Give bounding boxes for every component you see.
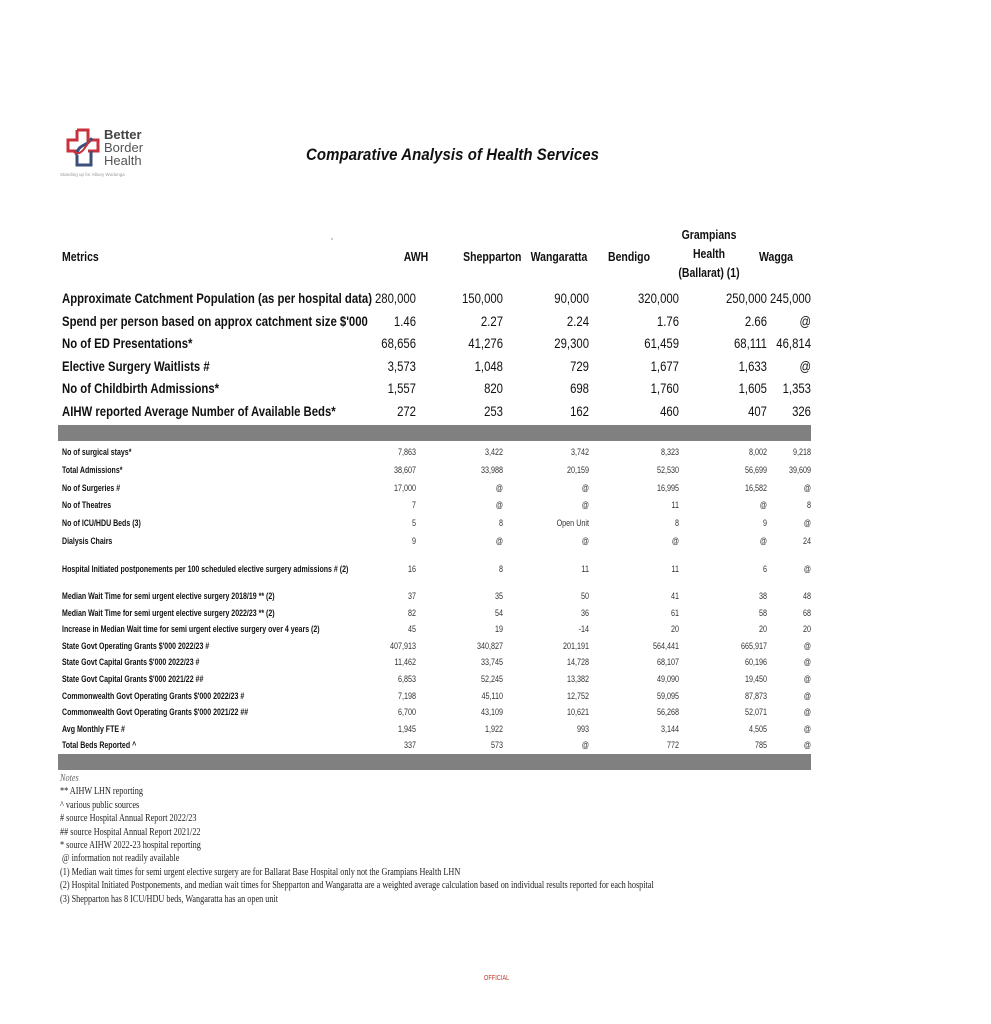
cell-value: -14 (578, 624, 589, 635)
cell-value: @ (581, 535, 589, 546)
cell-value: 45 (407, 624, 416, 635)
row-label: Avg Monthly FTE # (62, 723, 125, 734)
table-row (58, 638, 811, 655)
cell-value: 1,605 (738, 381, 767, 396)
cell-value: 49,090 (656, 673, 679, 684)
row-label: Approximate Catchment Population (as per hospital data) (62, 291, 373, 306)
note-item: ** AIHW LHN reporting (60, 786, 143, 798)
row-label: No of ED Presentations* (62, 336, 193, 351)
cell-value: @ (803, 723, 811, 734)
table-row (58, 561, 811, 579)
cell-value: 320,000 (637, 291, 679, 306)
note-item: * source AIHW 2022-23 hospital reporting (60, 840, 201, 852)
classification-label: OFFICIAL (484, 975, 510, 982)
table-row (58, 444, 811, 462)
notes-heading: Notes (60, 773, 79, 784)
cell-value: 36 (580, 607, 589, 618)
cell-value: 50 (580, 591, 589, 601)
cell-value: 13,382 (566, 673, 589, 684)
cell-value: 17,000 (393, 482, 416, 493)
cell-value: 564,441 (652, 640, 679, 651)
cell-value: 33,988 (480, 464, 503, 475)
table-row (58, 704, 811, 721)
table-header (58, 222, 811, 282)
cell-value: 340,827 (476, 640, 503, 651)
cell-value: 2.24 (566, 313, 589, 329)
table-row (58, 379, 811, 402)
cell-value: 1,760 (650, 381, 679, 396)
cell-value: 573 (490, 740, 503, 751)
note-item: (3) Shepparton has 8 ICU/HDU beds, Wangaratta has an open unit (60, 893, 279, 905)
cell-value: 16 (407, 564, 416, 574)
cell-value: 729 (570, 358, 589, 374)
cell-value: 19 (494, 624, 503, 635)
cell-value: 56,699 (744, 464, 767, 475)
cell-value: @ (581, 740, 589, 751)
cell-value: 20 (758, 624, 767, 635)
cell-value: 253 (484, 403, 503, 419)
cell-value: 24 (802, 535, 811, 546)
cell-value: 1,048 (474, 358, 503, 374)
cell-value: 3,144 (660, 723, 679, 734)
cell-value: @ (581, 482, 589, 493)
cell-value: 39,609 (788, 464, 811, 475)
cell-value: 2.27 (480, 313, 503, 329)
cell-value: 8 (674, 518, 679, 529)
row-label: No of surgical stays* (62, 447, 132, 457)
cell-value: 8 (498, 518, 503, 529)
cell-value: 8 (806, 500, 811, 511)
note-item: (1) Median wait times for semi urgent elective surgery are for Ballarat Base Hospital only not the Grampians Health LHN (60, 866, 461, 878)
cell-value: 45,110 (481, 690, 503, 701)
section-divider-band (58, 425, 811, 441)
cell-value: @ (759, 500, 767, 511)
logo-line-1: Better (104, 127, 142, 142)
logo-line-2: Border (104, 140, 144, 155)
cell-value: 1,633 (738, 358, 767, 374)
cell-value: 201,191 (562, 640, 589, 651)
cell-value: @ (803, 740, 811, 751)
row-label: No of Childbirth Admissions* (62, 381, 220, 396)
cell-value: 407,913 (389, 640, 416, 651)
row-label: Spend per person based on approx catchment size $'000 (62, 313, 368, 329)
row-label: Hospital Initiated postponements per 100 scheduled elective surgery admissions # (2) (62, 564, 349, 574)
table-row (58, 357, 811, 380)
table-row (58, 621, 811, 638)
cell-value: 58 (758, 607, 767, 618)
logo-line-3: Health (104, 153, 142, 168)
cell-value: 16,995 (656, 482, 679, 493)
cell-value: 54 (494, 607, 503, 618)
cell-value: 1,945 (397, 723, 416, 734)
logo-wordmark (104, 128, 143, 167)
cell-value: 87,873 (744, 690, 767, 701)
secondary-metrics-a (58, 444, 811, 551)
row-label: Median Wait Time for semi urgent elective surgery 2022/23 ** (2) (62, 607, 275, 618)
cell-value: 52,071 (744, 707, 767, 718)
row-label: AIHW reported Average Number of Available Beds* (62, 403, 336, 419)
cell-value: 7,198 (397, 690, 416, 701)
cell-value: @ (803, 673, 811, 684)
cell-value: 8,002 (748, 447, 767, 457)
cell-value: 1.46 (393, 313, 416, 329)
table-row (58, 737, 811, 754)
table-row (58, 312, 811, 335)
table-row (58, 671, 811, 688)
cell-value: 20,159 (566, 464, 589, 475)
cell-value: 11 (671, 564, 679, 574)
cell-value: @ (803, 518, 811, 529)
cell-value: 245,000 (769, 291, 811, 306)
note-item: ^ various public sources (60, 799, 140, 811)
cell-value: 6 (762, 564, 767, 574)
cell-value: @ (495, 500, 503, 511)
cell-value: 61 (670, 607, 679, 618)
cell-value: @ (495, 535, 503, 546)
row-label: No of Theatres (62, 500, 112, 511)
cell-value: 82 (407, 607, 416, 618)
table-footer-band (58, 754, 811, 770)
cell-value: 250,000 (725, 291, 767, 306)
cell-value: 14,728 (566, 657, 589, 668)
cell-value: 37 (407, 591, 416, 601)
cell-value: 7,863 (397, 447, 416, 457)
cell-value: 90,000 (554, 291, 589, 306)
cell-value: 60,196 (744, 657, 767, 668)
cell-value: 41,276 (468, 336, 503, 351)
cell-value: @ (799, 358, 811, 374)
cell-value: 11 (581, 564, 589, 574)
cell-value: 11 (671, 500, 679, 511)
postponement-metrics (58, 561, 811, 579)
row-label: Median Wait Time for semi urgent elective surgery 2018/19 ** (2) (62, 591, 275, 601)
cell-value: 162 (570, 403, 589, 419)
cell-value: 820 (484, 381, 503, 396)
note-item: (2) Hospital Initiated Postponements, and median wait times for Shepparton and Wangaratta are a weighted average calculation based on individual results reported for each hospital (60, 880, 654, 892)
cell-value: 772 (666, 740, 679, 751)
table-row (58, 402, 811, 425)
cell-value: 1,677 (650, 358, 679, 374)
cell-value: 6,853 (397, 673, 416, 684)
row-label: No of Surgeries # (62, 482, 121, 493)
medical-cross-icon (66, 128, 102, 168)
cell-value: 993 (576, 723, 589, 734)
row-label: Elective Surgery Waitlists # (62, 358, 210, 374)
table-row (58, 289, 811, 312)
cell-value: Open Unit (556, 518, 589, 529)
cell-value: 52,530 (656, 464, 679, 475)
cell-value: 3,573 (387, 358, 416, 374)
cell-value: @ (759, 535, 767, 546)
cell-value: 6,700 (397, 707, 416, 718)
cell-value: 19,450 (744, 673, 767, 684)
cell-value: 407 (748, 403, 767, 419)
table-row (58, 515, 811, 533)
cell-value: 785 (754, 740, 767, 751)
cell-value: 46,814 (776, 336, 811, 351)
cell-value: 1.76 (656, 313, 679, 329)
table-row (58, 605, 811, 622)
cell-value: 33,745 (480, 657, 503, 668)
cell-value: 10,621 (566, 707, 589, 718)
cell-value: 12,752 (566, 690, 589, 701)
table-row (58, 462, 811, 480)
table-row (58, 497, 811, 515)
table-row (58, 721, 811, 738)
header-wangaratta: Wangaratta (530, 250, 588, 264)
row-label: Total Beds Reported ^ (62, 740, 137, 751)
cell-value: 8,323 (660, 447, 679, 457)
cell-value: 326 (792, 403, 811, 419)
cell-value: 4,505 (748, 723, 767, 734)
cell-value: 1,353 (782, 381, 811, 396)
better-border-health-logo (60, 127, 156, 183)
cell-value: 41 (670, 591, 679, 601)
table-row (58, 334, 811, 357)
cell-value: 7 (411, 500, 416, 511)
table-row (58, 533, 811, 551)
row-label: Total Admissions* (62, 464, 123, 475)
notes-section (60, 772, 784, 906)
header-bendigo: Bendigo (608, 250, 650, 264)
cell-value: 272 (397, 403, 416, 419)
note-item: ## source Hospital Annual Report 2021/22 (60, 826, 201, 838)
cell-value: 1,557 (387, 381, 416, 396)
cell-value: @ (803, 707, 811, 718)
cell-value: 38 (758, 591, 767, 601)
logo-tagline: Standing up for Albury Wodonga (60, 172, 125, 177)
note-item: # source Hospital Annual Report 2022/23 (60, 813, 197, 825)
header-wagga: Wagga (758, 250, 794, 264)
cell-value: 665,917 (740, 640, 767, 651)
row-label: Commonwealth Govt Operating Grants $'000 2021/22 ## (62, 707, 249, 718)
header-grampians-line-2: Health (692, 247, 726, 261)
cell-value: 2.66 (744, 313, 767, 329)
cell-value: 68,656 (381, 336, 416, 351)
table-row (58, 588, 811, 605)
cell-value: @ (671, 535, 679, 546)
cell-value: 337 (403, 740, 416, 751)
table-row (58, 654, 811, 671)
cell-value: 56,268 (656, 707, 679, 718)
cell-value: 20 (670, 624, 679, 635)
cell-value: 3,742 (570, 447, 589, 457)
cell-value: 68 (802, 607, 811, 618)
cell-value: 20 (802, 624, 811, 635)
row-label: No of ICU/HDU Beds (3) (62, 518, 141, 529)
secondary-metrics-b (58, 588, 811, 754)
note-item: @ information not readily available (60, 853, 180, 865)
header-grampians-line-3: (Ballarat) (1) (678, 266, 740, 280)
page-title: Comparative Analysis of Health Services (306, 145, 600, 164)
row-label: State Govt Capital Grants $'000 2021/22 ## (62, 673, 204, 684)
cell-value: @ (581, 500, 589, 511)
primary-metrics (58, 289, 811, 424)
cell-value: @ (803, 640, 811, 651)
cell-value: 9 (411, 535, 416, 546)
row-label: State Govt Capital Grants $'000 2022/23 # (62, 657, 200, 668)
row-label: Dialysis Chairs (62, 535, 113, 546)
row-label: Increase in Median Wait time for semi urgent elective surgery over 4 years (2) (62, 624, 320, 635)
cell-value: 460 (660, 403, 679, 419)
cell-value: 1,922 (484, 723, 503, 734)
cell-value: @ (803, 657, 811, 668)
cell-value: 38,607 (393, 464, 416, 475)
cell-value: 9,218 (792, 447, 811, 457)
cell-value: 29,300 (554, 336, 589, 351)
cell-value: @ (495, 482, 503, 493)
cell-value: 43,109 (480, 707, 503, 718)
cell-value: 8 (498, 564, 503, 574)
cell-value: 9 (762, 518, 767, 529)
row-label: Commonwealth Govt Operating Grants $'000 2022/23 # (62, 690, 245, 701)
cell-value: @ (803, 482, 811, 493)
cell-value: 698 (570, 381, 589, 396)
cell-value: 52,245 (480, 673, 503, 684)
header-shepparton: Shepparton (463, 250, 522, 264)
header-metrics: Metrics (62, 250, 99, 264)
cell-value: 16,582 (744, 482, 767, 493)
cell-value: 280,000 (374, 291, 416, 306)
cell-value: 150,000 (461, 291, 503, 306)
cell-value: 3,422 (484, 447, 503, 457)
cell-value: 61,459 (644, 336, 679, 351)
cell-value: 68,111 (733, 336, 767, 351)
cell-value: 35 (494, 591, 503, 601)
table-row (58, 688, 811, 705)
cell-value: 48 (802, 591, 811, 601)
cell-value: 59,095 (656, 690, 679, 701)
cell-value: @ (799, 313, 811, 329)
row-label: State Govt Operating Grants $'000 2022/23 # (62, 640, 210, 651)
cell-value: 5 (411, 518, 416, 529)
cell-value: 11,462 (394, 657, 416, 668)
header-grampians-line-1: Grampians (681, 228, 737, 242)
table-row (58, 480, 811, 498)
cell-value: @ (803, 690, 811, 701)
cell-value: @ (803, 564, 811, 574)
header-grampians (678, 226, 740, 283)
cell-value: 68,107 (656, 657, 679, 668)
header-awh: AWH (403, 250, 429, 264)
